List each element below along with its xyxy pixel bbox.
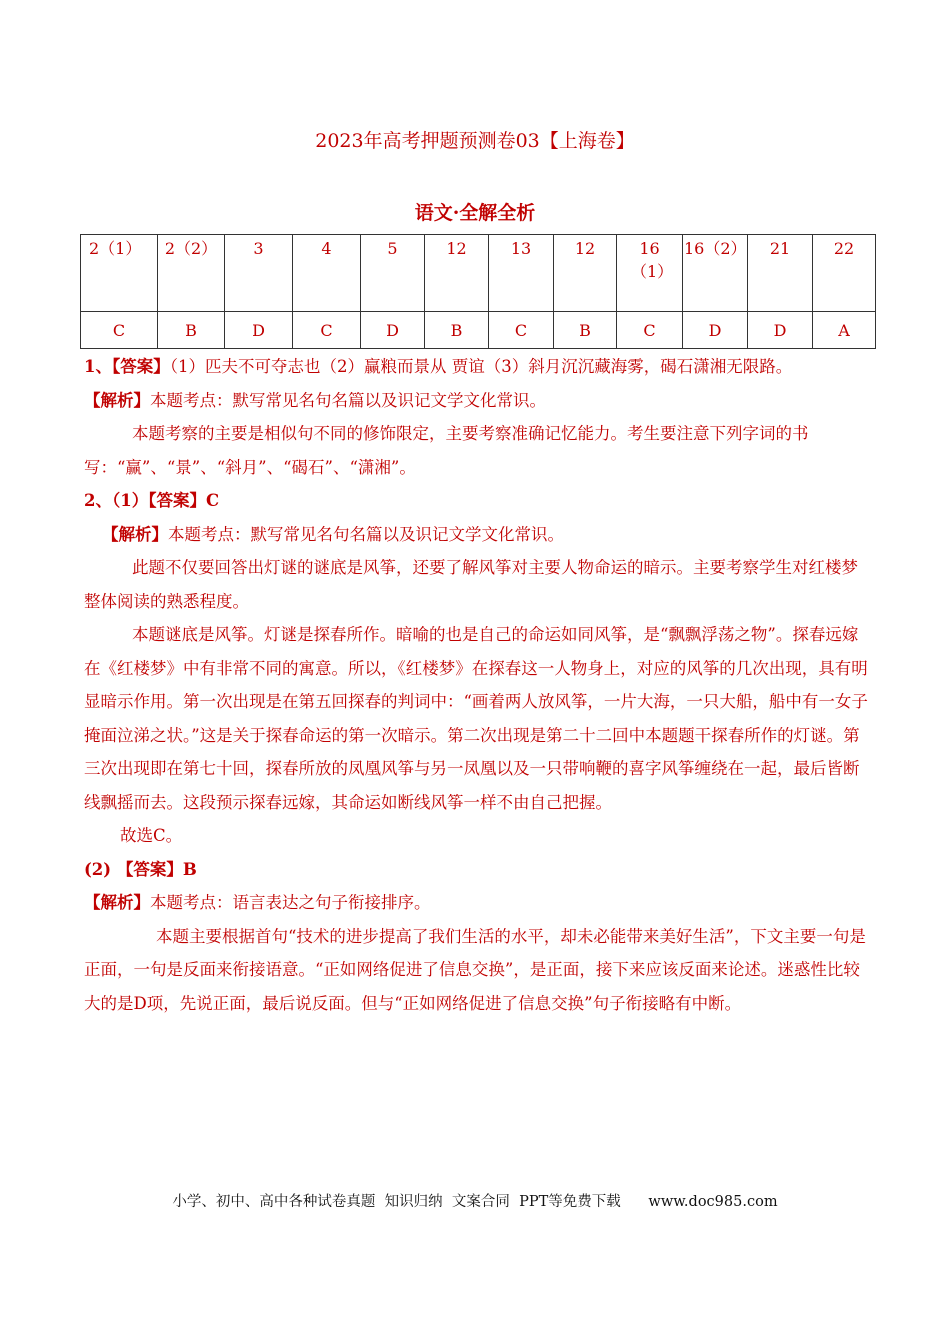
question-cell: 4 (293, 235, 361, 312)
question-cell: 22 (813, 235, 876, 312)
analysis-label: 【解析】 (84, 390, 150, 410)
analysis-text: 本题考点：默写常见名句名篇以及识记文学文化常识。 (150, 390, 546, 410)
answer-label: 1、【答案】 (84, 357, 170, 376)
q2b-analysis (84, 886, 869, 920)
question-cell: 16（1） (617, 235, 683, 312)
answer-cell: D (683, 312, 748, 349)
q2b-answer: (2) 【答案】B (84, 859, 197, 879)
page-footer (0, 1190, 950, 1211)
question-cell: 21 (748, 235, 813, 312)
analysis-label: 【解析】 (84, 893, 150, 912)
answer-cell: C (617, 312, 683, 349)
answer-cell: D (225, 312, 293, 349)
q2b-paragraph: 本题主要根据首句“技术的进步提高了我们生活的水平，却未必能带来美好生活”，下文主要一句是正面，一句是反面来衔接语意。“正如网络促进了信息交换”，是正面，接下来应该反面来论述。迷惑性比较大的是D项，先说正面，最后说反面。但与“正如网络促进了信息交换”句子衔接略有中断。 (84, 926, 866, 1013)
answer-text: （1）匹夫不可夺志也（2）赢粮而景从 贾谊（3）斜月沉沉藏海雾，碣石潇湘无限路。 (169, 357, 793, 376)
document-title: 2023年高考押题预测卷03【上海卷】 (315, 130, 635, 152)
q2-answer: 2、（1）【答案】C (84, 491, 220, 510)
question-cell: 2（1） (81, 235, 158, 312)
q2-paragraph-1: 此题不仅要回答出灯谜的谜底是风筝，还要了解风筝对主要人物命运的暗示。主要考察学生对红楼梦整体阅读的熟悉程度。 (84, 558, 858, 611)
answer-table (80, 234, 876, 349)
answer-cell: D (748, 312, 813, 349)
answer-row (81, 312, 876, 349)
question-cell: 12 (425, 235, 489, 312)
answer-cell: C (293, 312, 361, 349)
answer-cell: B (158, 312, 225, 349)
footer-url[interactable]: www.doc985.com (648, 1194, 778, 1210)
q1-answer (84, 350, 869, 384)
question-cell: 16（2） (683, 235, 748, 312)
question-cell: 3 (225, 235, 293, 312)
document-subtitle: 语文·全解全析 (414, 202, 536, 224)
footer-text: 小学、初中、高中各种试卷真题 知识归纳 文案合同 PPT等免费下载 (172, 1194, 621, 1210)
q1-analysis (84, 384, 869, 418)
q2-paragraph-2: 本题谜底是风筝。灯谜是探春所作。暗喻的也是自己的命运如同风筝，是“飘飘浮荡之物”。探春远嫁在《红楼梦》中有非常不同的寓意。所以，《红楼梦》在探春这一人物身上，对应的风筝的几次出现，具有明显暗示作用。第一次出现是在第五回探春的判词中：“画着两人放风筝，一片大海，一只大船，船中有一女子掩面泣涕之状。”这是关于探春命运的第一次暗示。第二次出现是第二十二回中本题题干探春所作的灯谜。第三次出现即在第七十回，探春所放的凤凰风筝与另一凤凰以及一只带响鞭的喜字风筝缠绕在一起，最后皆断线飘摇而去。这段预示探春远嫁，其命运如断线风筝一样不由自己把握。 (84, 625, 868, 812)
analysis-text: 本题考点：默写常见名句名篇以及识记文学文化常识。 (168, 524, 564, 544)
answer-explanations (84, 350, 869, 1020)
answer-cell: B (425, 312, 489, 349)
question-cell: 12 (554, 235, 617, 312)
q1-paragraph: 本题考察的主要是相似句不同的修饰限定，主要考察准确记忆能力。考生要注意下列字词的书写：“赢”、“景”、“斜月”、“碣石”、“潇湘”。 (84, 424, 809, 477)
answer-cell: A (813, 312, 876, 349)
analysis-label: 【解析】 (102, 524, 168, 544)
answer-cell: C (489, 312, 554, 349)
question-cell: 5 (361, 235, 425, 312)
q2-analysis (84, 518, 869, 552)
analysis-text: 本题考点：语言表达之句子衔接排序。 (150, 893, 431, 912)
answer-cell: B (554, 312, 617, 349)
answer-cell: C (81, 312, 158, 349)
answer-cell: D (361, 312, 425, 349)
question-cell: 2（2） (158, 235, 225, 312)
question-number-row (81, 235, 876, 312)
question-cell: 13 (489, 235, 554, 312)
q2-choice: 故选C。 (120, 826, 183, 845)
